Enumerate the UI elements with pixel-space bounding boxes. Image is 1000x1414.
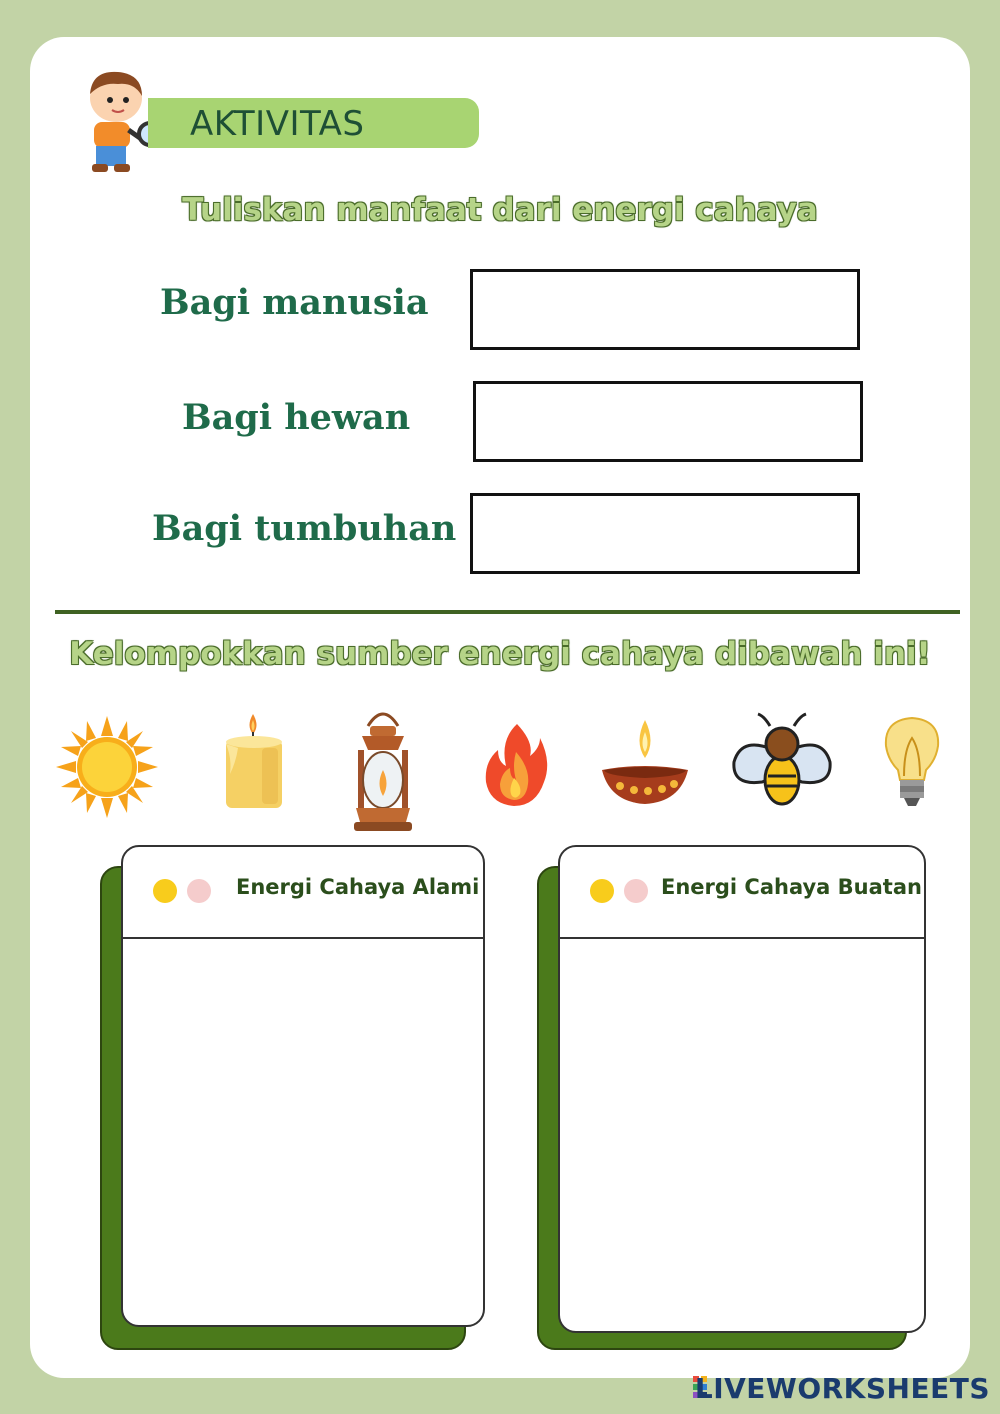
light-bulb-icon[interactable]	[882, 716, 942, 808]
activity-banner-label: AKTIVITAS	[190, 104, 365, 144]
lantern-icon[interactable]	[348, 706, 418, 834]
sun-icon[interactable]	[56, 716, 158, 818]
section2-heading: Kelompokkan sumber energi cahaya dibawah ini!	[69, 636, 931, 672]
yellow-dot-icon	[153, 879, 177, 903]
answer-box-humans[interactable]	[470, 269, 860, 350]
group-card-natural[interactable]	[121, 845, 485, 1327]
group-card-artificial-header	[560, 847, 924, 939]
answer-box-animals[interactable]	[473, 381, 863, 462]
answer-box-plants[interactable]	[470, 493, 860, 574]
pink-dot-icon	[624, 879, 648, 903]
label-animals: Bagi hewan	[182, 397, 411, 438]
label-plants: Bagi tumbuhan	[152, 508, 457, 549]
label-humans: Bagi manusia	[160, 282, 429, 323]
section1-heading: Tuliskan manfaat dari energi cahaya	[182, 192, 818, 228]
firefly-icon[interactable]	[732, 712, 832, 810]
group-card-natural-title: Energi Cahaya Alami	[236, 875, 480, 899]
group-card-artificial[interactable]	[558, 845, 926, 1333]
oil-lamp-icon[interactable]	[600, 718, 690, 808]
yellow-dot-icon	[590, 879, 614, 903]
candle-icon[interactable]	[222, 712, 284, 810]
liveworksheets-brand[interactable]: LIVEWORKSHEETS	[694, 1372, 990, 1405]
pink-dot-icon	[187, 879, 211, 903]
group-card-artificial-title: Energi Cahaya Buatan	[661, 875, 922, 899]
fire-icon[interactable]	[484, 722, 550, 808]
group-card-natural-header	[123, 847, 483, 939]
section-divider	[55, 610, 960, 614]
